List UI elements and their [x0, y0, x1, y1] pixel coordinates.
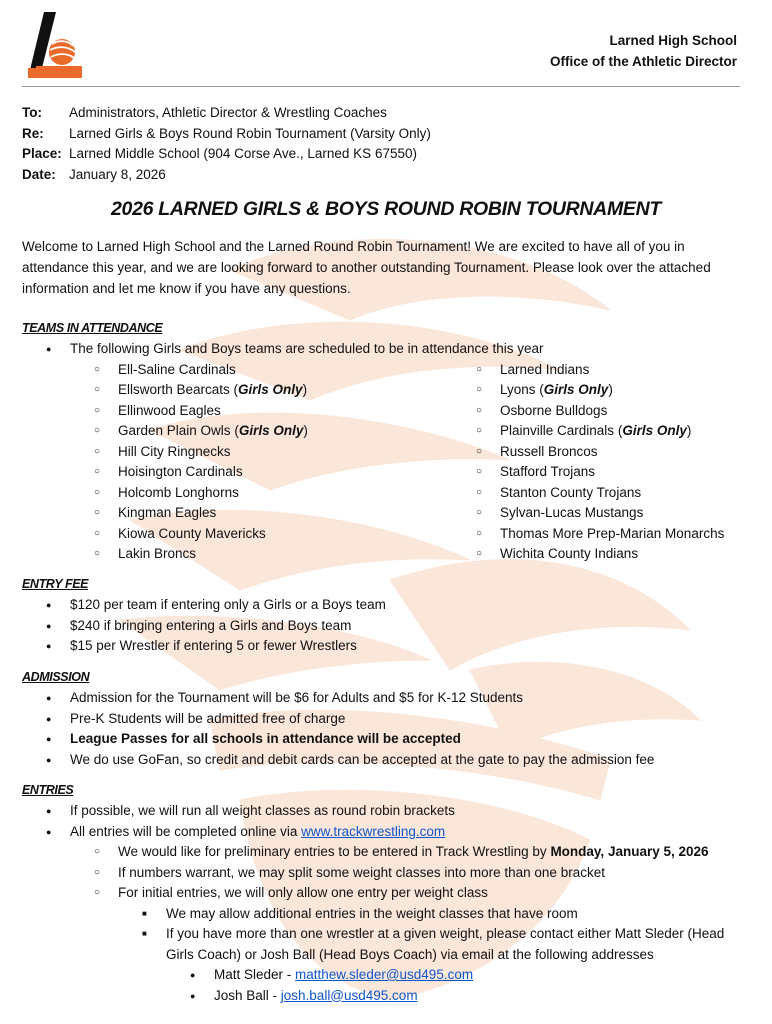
admission-item-text: We do use GoFan, so credit and debit cards can be accepted at the gate to pay the admission fee [70, 751, 655, 767]
trackwrestling-link[interactable]: www.trackwrestling.com [301, 823, 446, 839]
team-name: Ell-Saline Cardinals [118, 361, 236, 377]
team-name: Osborne Bulldogs [500, 402, 608, 418]
team-name: Hoisington Cardinals [118, 464, 243, 479]
team-name: Ellinwood Eagles [118, 402, 221, 418]
admission-item-text: Admission for the Tournament will be $6 for Adults and $5 for K-12 Students [70, 690, 524, 705]
memo-date-label: Date: [22, 166, 56, 182]
entry-fee-heading: ENTRY FEE [22, 577, 89, 591]
memo-to-row [22, 103, 431, 124]
memo-date-value: January 8, 2026 [69, 166, 166, 182]
teams-heading: TEAMS IN ATTENDANCE [22, 321, 163, 335]
entries-subsubitem-text: We may allow additional entries in the weight classes that have room [166, 905, 578, 921]
fee-item-text: $240 if bringing entering a Girls and Boys team [70, 617, 352, 633]
entries-subsubitem-continued: Girls Coach) or Josh Ball (Head Boys Coach) via email at the following addresses [166, 946, 654, 962]
memo-place-row [22, 144, 431, 165]
contact-name: Josh Ball - [214, 987, 281, 1003]
fee-item-text: $15 per Wrestler if entering 5 or fewer Wrestlers [70, 638, 357, 653]
girls-only-note: Girls Only [238, 382, 303, 397]
team-name: Ellsworth Bearcats (Girls Only) [118, 382, 308, 397]
entries-online-text: All entries will be completed online via [70, 823, 302, 839]
memo-place-value: Larned Middle School (904 Corse Ave., Larned KS 67550) [69, 146, 417, 161]
document-title: 2026 LARNED GIRLS & BOYS ROUND ROBIN TOURNAMENT [110, 198, 661, 220]
admission-item-text: League Passes for all schools in attendance will be accepted [70, 731, 461, 746]
deadline-date: Monday, January 5, 2026 [550, 844, 709, 859]
intro-paragraph: Welcome to Larned High School and the Larned Round Robin Tournament! We are excited to have all of you in attendance this year, and we are looking forward to another outstanding Tournament. Please look over the attached information and let me know if you have any questions. [22, 239, 711, 296]
memo-re-value: Larned Girls & Boys Round Robin Tournament (Varsity Only) [69, 125, 431, 141]
team-name: Holcomb Longhorns [118, 484, 239, 500]
girls-only-note: Girls Only [543, 382, 609, 397]
team-name: Thomas More Prep-Marian Monarchs [500, 525, 725, 541]
contact-text [214, 986, 418, 1007]
memo-date-row [22, 165, 431, 186]
team-name: Lakin Broncs [118, 546, 197, 561]
entries-subitem-text [118, 842, 709, 863]
fee-item-text: $120 per team if entering only a Girls or a Boys team [70, 597, 386, 612]
team-name: Stafford Trojans [500, 464, 596, 479]
team-name: Kiowa County Mavericks [118, 525, 266, 541]
contact-email-link[interactable]: josh.ball@usd495.com [280, 987, 418, 1003]
memo-re-label: Re: [22, 125, 44, 141]
memo-re-row [22, 124, 431, 145]
entries-subitem-text: If numbers warrant, we may split some weight classes into more than one bracket [118, 864, 605, 880]
memo-page: Larned High School Office of the Athletic Director To: Administrators, Athletic Director & Wrestling Coaches Re: Larned Girls & Boys Round Robin Tournament (Varsity Only) Place: Larned Middle School (904 Corse Ave., Larned KS 67550) Date: January 8, 2026 2026 LARNED GIRLS & BOYS ROUND ROBIN TOURNAMENT Welcome to Larned High School and the Larned Round Robin Tournament! We are excited to have all of you in attendance this year, and we are looking forward to another outstanding Tournament. Please look over the attached information and let me know if you have any questions. TEAMS IN ATTENDANCE The following Girls and Boys teams are scheduled to be in attendance this year ○ Ell-Saline Cardinals ○ Ellsworth Bearcats (Girls Only) ○ Ellinwood Eagles ○ Garden Plain Owls (Girls Only) ○ Hill City Ringnecks ○ Hoisington Cardinals ○ Holcomb Longhorns ○ Kingman Eagles ○ Kiowa County Mavericks ○ Lakin Broncs ○ Larned Indians ○ Lyons (Girls Only) ○ Osborne Bulldogs ○ Plainville Cardinals (Girls Only) ○ Russell Broncos ○ Stafford Trojans ○ Stanton County Trojans ○ Sylvan-Lucas Mustangs ○ Thomas More Prep-Marian Monarchs ○ Wichita County Indians ENTRY FEE $120 per team if entering only a Girls or a Boys team $240 if bringing entering a Girls and Boys team $15 per Wrestler if entering 5 or fewer Wrestlers ADMISSION Admission for the Tournament will be $6 for Adults and $5 for K-12 Students Pre-K Students will be admitted free of charge League Passes for all schools in attendance will be accepted We do use GoFan, so credit and debit cards can be accepted at the gate to pay the admission fee ENTRIES If possible, we will run all weight classes as round robin brackets All entries will be completed online via www.trackwrestling.com ○ We would like for preliminary entries to be entered in Track Wrestling by Monday, January 5, 2026 ○ If numbers warrant, we may split some weight classes into more than one bracket ○ For initial entries, we will only allow one entry per weight class ■ We may allow additional entries in the weight classes that have room ■ If you have more than one wrestler at a given weight, please contact either Matt Sleder (Head Girls Coach) or Josh Ball (Head Boys Coach) via email at the following addresses ● Matt Sleder - matthew.sleder@usd495.com ● Josh Ball - josh.ball@usd495.com [0, 0, 772, 1024]
school-header [550, 30, 737, 72]
contact-name: Matt Sleder - [214, 967, 296, 982]
larned-logo-icon [26, 12, 84, 80]
entries-subsubitem-text: If you have more than one wrestler at a given weight, please contact either Matt Sleder (Head [166, 926, 725, 941]
school-name: Larned High School [609, 33, 737, 48]
girls-only-note: Girls Only [238, 423, 304, 438]
team-name: Wichita County Indians [500, 546, 639, 561]
header-divider [22, 86, 740, 87]
deadline-text: We would like for preliminary entries to be entered in Track Wrestling by [118, 844, 551, 859]
admission-item-text: Pre-K Students will be admitted free of charge [70, 710, 346, 726]
entries-subitem-text: For initial entries, we will only allow one entry per weight class [118, 885, 488, 900]
team-name: Russell Broncos [500, 443, 598, 459]
team-name: Garden Plain Owls (Girls Only) [118, 423, 308, 438]
memo-block [22, 103, 431, 185]
office-name: Office of the Athletic Director [549, 54, 737, 69]
entries-item-text: If possible, we will run all weight classes as round robin brackets [70, 803, 455, 818]
entries-heading: ENTRIES [22, 783, 74, 797]
team-name: Lyons (Girls Only) [500, 382, 613, 397]
girls-only-note: Girls Only [622, 423, 687, 438]
memo-to-value: Administrators, Athletic Director & Wrestling Coaches [69, 105, 387, 120]
team-name: Larned Indians [500, 361, 590, 377]
contact-text [214, 965, 473, 986]
memo-to-label: To: [22, 105, 42, 120]
admission-heading: ADMISSION [22, 670, 90, 684]
teams-lead: The following Girls and Boys teams are scheduled to be in attendance this year [70, 341, 544, 356]
team-name: Hill City Ringnecks [118, 443, 231, 459]
team-name: Plainville Cardinals (Girls Only) [500, 423, 692, 438]
entries-item-text [70, 822, 445, 843]
team-name: Sylvan-Lucas Mustangs [500, 505, 644, 520]
memo-place-label: Place: [22, 146, 62, 161]
team-name: Stanton County Trojans [500, 484, 642, 500]
contact-email-link[interactable]: matthew.sleder@usd495.com [295, 967, 474, 982]
team-name: Kingman Eagles [118, 505, 217, 520]
